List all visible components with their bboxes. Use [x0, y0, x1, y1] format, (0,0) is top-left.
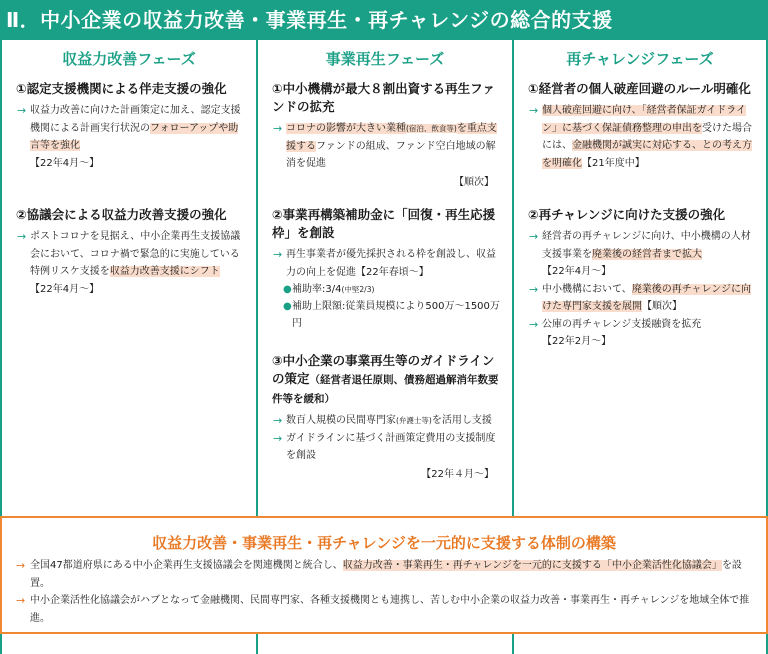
list-item: ● 補助上限額:従業員規模により500万～1500万円 — [292, 298, 504, 332]
integrated-support-box — [0, 516, 768, 634]
section-title: ①中小機構が最大８割出資する再生ファンドの拡充 — [272, 81, 495, 114]
arrow-icon: → — [16, 559, 26, 572]
arrow-icon: → — [273, 414, 283, 427]
arrow-icon: → — [529, 317, 539, 331]
list-item: → ガイドラインに基づく計画策定費用の支援制度を創設 — [273, 431, 496, 461]
page-title: Ⅱ．中小企業の収益力改善・事業再生・再チャレンジの総合的支援 — [0, 0, 768, 40]
section-council-support — [16, 206, 248, 298]
date-label: 【順次】 — [454, 176, 494, 188]
section-title: ②再チャレンジに向けた支援の強化 — [528, 207, 726, 222]
list-item: → 中小企業活性化協議会がハブとなって金融機関、民間専門家、各種支援機関とも連携し、苦しむ中小企業の収益力改善・事業再生・再チャレンジを地域全体で推進。 — [16, 594, 750, 624]
divider — [512, 634, 514, 654]
list-item: → ポストコロナを見据え、中小企業再生支援協議会において、コロナ禍で緊急的に実施している特例リスケ支援を収益力改善支援にシフト 【22年4月～】 — [17, 230, 241, 295]
arrow-icon: → — [17, 230, 27, 243]
column-footer-lines — [0, 634, 768, 654]
date-label: 【22年4月～】 — [30, 157, 100, 169]
list-item: → 全国47都道府県にある中小企業再生支援協議会を関連機関と統合し、収益力改善・事業再生・再チャレンジを一元的に支援する「中小企業活性化協議会」を設置。 — [16, 559, 742, 589]
section-bankruptcy-rule — [528, 80, 758, 172]
divider — [256, 634, 258, 654]
list-item: ● 補助率:3/4(中堅2/3) — [292, 281, 504, 298]
bullet-icon: ● — [283, 284, 292, 295]
section-guideline — [272, 352, 504, 480]
list-item: → 数百人規模の民間専門家(弁護士等)を活用し支援 — [286, 412, 504, 430]
section-subsidy — [272, 206, 504, 332]
phase-columns — [0, 40, 768, 516]
list-item: → 再生事業者が優先採択される枠を創設し、収益力の向上を促進【22年春頃～】 — [273, 248, 496, 278]
list-item: → 公庫の再チャレンジ支援融資を拡充 【22年2月～】 — [529, 317, 702, 347]
column-business-revival — [256, 40, 514, 516]
section-rechallenge-support — [528, 206, 758, 351]
bullet-icon: ● — [283, 301, 292, 312]
arrow-icon: → — [273, 431, 283, 445]
arrow-icon: → — [273, 248, 283, 261]
phase-title-revival: 事業再生フェーズ — [325, 50, 445, 68]
section-title: ①経営者の個人破産回避のルール明確化 — [528, 81, 751, 96]
list-item: → 収益力改善に向けた計画策定に加え、認定支援機関による計画実行状況のフォローアップや助言等を強化 【22年4月～】 — [17, 104, 241, 169]
list-item: → 経営者の再チャレンジに向け、中小機構の人材支援事業を廃業後の経営者まで拡大 【22年4月～】 — [529, 230, 751, 277]
section-title: ①認定支援機関による伴走支援の強化 — [16, 81, 227, 96]
arrow-icon: → — [529, 104, 539, 117]
date-label: 【22年4月～】 — [30, 283, 100, 295]
box-title: 収益力改善・事業再生・再チャレンジを一元的に支援する体制の構築 — [152, 534, 616, 552]
arrow-icon: → — [17, 104, 27, 117]
arrow-icon: → — [529, 282, 539, 296]
list-item: → 中小機構において、廃業後の再チャレンジに向けた専門家支援を展開【順次】 — [529, 282, 752, 312]
section-title: ②協議会による収益力改善支援の強化 — [16, 207, 227, 222]
section-support-agency — [16, 80, 248, 172]
section-revival-fund — [272, 80, 504, 188]
column-rechallenge — [512, 40, 768, 516]
arrow-icon: → — [529, 230, 539, 243]
list-item: → 個人破産回避に向け、「経営者保証ガイドライン」に基づく保証債務整理の申出を受けた場合には、金融機関が誠実に対応する、との考え方を明確化【21年度中】 — [529, 104, 752, 169]
section-title: ③中小企業の事業再生等のガイドラインの策定（経営者退任原則、債務超過解消年数要件等を緩和） — [272, 353, 499, 405]
divider — [0, 634, 2, 654]
arrow-icon: → — [16, 594, 26, 607]
section-title: ②事業再構築補助金に「回復・再生応援枠」を創設 — [272, 207, 496, 240]
phase-title-profitability: 収益力改善フェーズ — [62, 50, 196, 68]
list-item: → コロナの影響が大きい業種(宿泊、飲食等)を重点支援するファンドの組成、ファンド空白地域の解消を促進 — [273, 122, 497, 169]
date-label: 【22年４月～】 — [421, 468, 494, 480]
column-profitability — [0, 40, 258, 516]
arrow-icon: → — [273, 122, 283, 135]
phase-title-rechallenge: 再チャレンジフェーズ — [566, 50, 714, 68]
